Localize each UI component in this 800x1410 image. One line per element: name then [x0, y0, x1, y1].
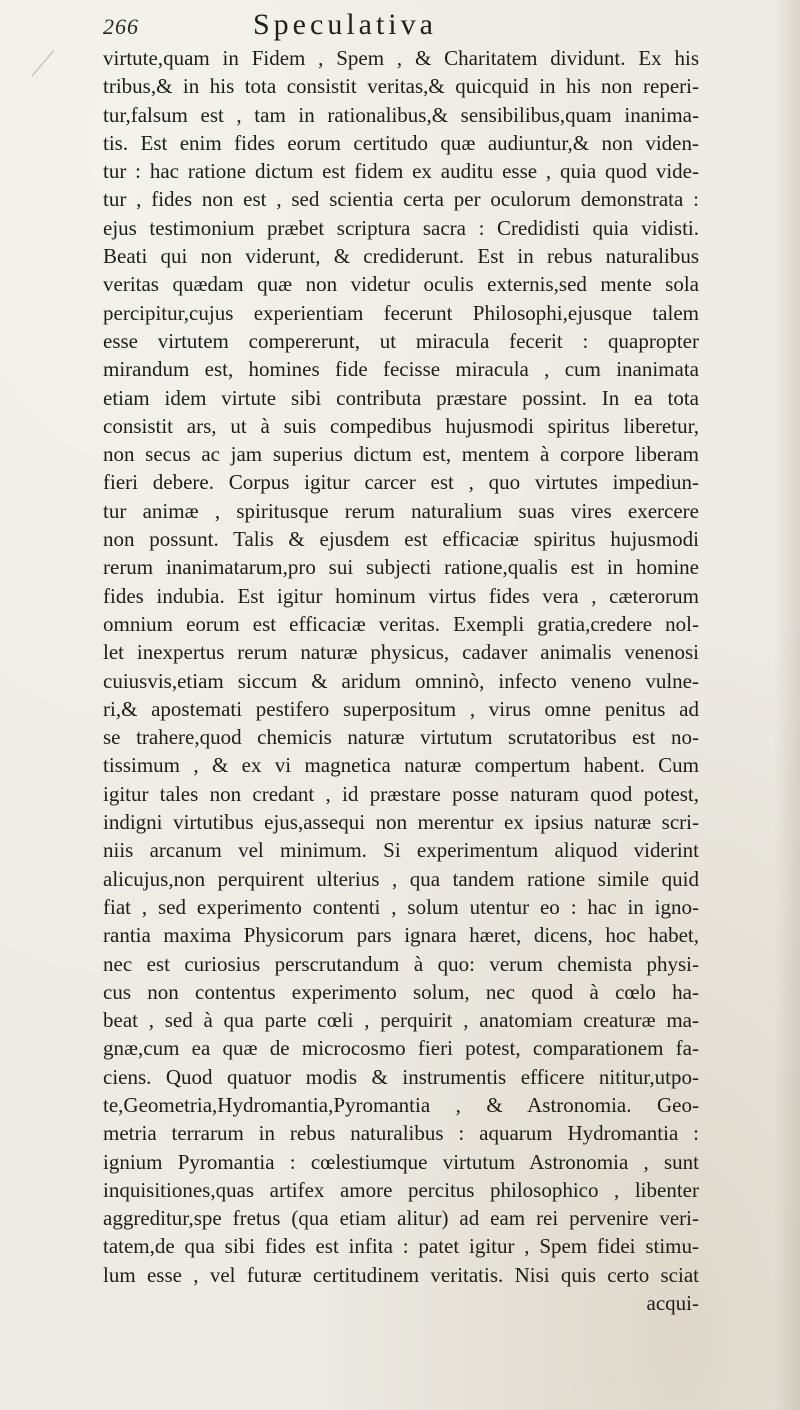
text-line: ciens. Quod quatuor modis & instrumentis efficere nititur,utpo- [103, 1064, 699, 1089]
text-line: te,Geometria,Hydromantia,Pyromantia , & Astronomia. Geo- [103, 1092, 699, 1117]
text-line: tribus,& in his tota consistit veritas,& quicquid in his non reperi- [103, 74, 699, 99]
text-line: se trahere,quod chemicis naturæ virtutum scrutatoribus est no- [103, 725, 699, 750]
text-line: Beati qui non viderunt, & crediderunt. Est in rebus naturalibus [103, 244, 699, 269]
text-line: rerum inanimatarum,pro sui subjecti ratione,qualis est in homine [103, 555, 699, 580]
text-line: omnium eorum est efficaciæ veritas. Exempli gratia,credere nol- [103, 611, 699, 636]
text-line: tur : hac ratione dictum est fidem ex auditu esse , quia quod vide- [103, 159, 699, 184]
text-line: fiat , sed experimento contenti , solum utentur eo : hac in igno- [103, 894, 699, 919]
page-header [103, 6, 663, 46]
text-line: etiam idem virtute sibi contributa præstare possint. In ea tota [103, 385, 699, 410]
text-line: metria terrarum in rebus naturalibus : aquarum Hydromantia : [103, 1121, 699, 1146]
text-line: percipitur,cujus experientiam fecerunt Philosophi,ejusque talem [103, 300, 699, 325]
text-line: tis. Est enim fides eorum certitudo quæ audiuntur,& non viden- [103, 130, 699, 155]
text-line: aggreditur,spe fretus (qua etiam alitur) ad eam rei pervenire veri- [103, 1206, 699, 1231]
text-line: tur , fides non est , sed scientia certa per oculorum demonstrata : [103, 187, 699, 212]
text-line: ejus testimonium præbet scriptura sacra : Credidisti quia vidisti. [103, 215, 699, 240]
page-edge-shadow [774, 0, 800, 1410]
running-title: Speculativa [253, 8, 437, 41]
text-line: cuiusvis,etiam siccum & aridum omninò, infecto veneno vulne- [103, 668, 699, 693]
text-line: esse virtutem compererunt, ut miracula fecerit : quapropter [103, 328, 699, 353]
text-line: fides indubia. Est igitur hominum virtus fides vera , cæterorum [103, 583, 699, 608]
text-line: indigni virtutibus ejus,assequi non merentur ex ipsius naturæ scri- [103, 810, 699, 835]
text-line: non possunt. Talis & ejusdem est efficaciæ spiritus hujusmodi [103, 527, 699, 552]
text-line: ignium Pyromantia : cœlestiumque virtutum Astronomia , sunt [103, 1149, 699, 1174]
text-line: let inexpertus rerum naturæ physicus, cadaver animalis venenosi [103, 640, 699, 665]
text-line: veritas quædam quæ non videtur oculis externis,sed mente sola [103, 272, 699, 297]
text-line: inquisitiones,quas artifex amore percitus philosophico , libenter [103, 1177, 699, 1202]
text-line: tissimum , & ex vi magnetica naturæ compertum habent. Cum [103, 753, 699, 778]
text-line: cus non contentus experimento solum, nec quod à cœlo ha- [103, 979, 699, 1004]
margin-pen-mark [31, 50, 81, 100]
text-line: rantia maxima Physicorum pars ignara hæret, dicens, hoc habet, [103, 923, 699, 948]
text-line: tur,falsum est , tam in rationalibus,& sensibilibus,quam inanima- [103, 102, 699, 127]
text-line: non secus ac jam superius dictum est, mentem à corpore liberam [103, 442, 699, 467]
body-text [103, 44, 699, 1317]
text-line: beat , sed à qua parte cœli , perquirit , anatomiam creaturæ ma- [103, 1008, 699, 1033]
text-line: tur animæ , spiritusque rerum naturalium suas vires exercere [103, 498, 699, 523]
text-line: lum esse , vel futuræ certitudinem veritatis. Nisi quis certo sciat [103, 1262, 699, 1287]
page-number: 266 [103, 14, 139, 39]
text-line: tatem,de qua sibi fides est infita : patet igitur , Spem fidei stimu- [103, 1234, 699, 1259]
text-line: alicujus,non perquirent ulterius , qua tandem ratione simile quid [103, 866, 699, 891]
text-line: mirandum est, homines fide fecisse miracula , cum inanimata [103, 357, 699, 382]
text-line: ri,& apostemati pestifero superpositum , virus omne penitus ad [103, 696, 699, 721]
text-line: niis arcanum vel minimum. Si experimentum aliquod viderint [103, 838, 699, 863]
text-line: gnæ,cum ea quæ de microcosmo fieri potest, comparationem fa- [103, 1036, 699, 1061]
text-line: virtute,quam in Fidem , Spem , & Charitatem dividunt. Ex his [103, 46, 699, 70]
text-line: consistit ars, ut à suis compedibus hujusmodi spiritus liberetur, [103, 413, 699, 438]
text-line: igitur tales non credant , id præstare posse naturam quod potest, [103, 781, 699, 806]
text-line: nec est curiosius perscrutandum à quo: verum chemista physi- [103, 951, 699, 976]
catchword: acqui- [646, 1291, 699, 1316]
text-line: fieri debere. Corpus igitur carcer est , quo virtutes impediun- [103, 470, 699, 495]
